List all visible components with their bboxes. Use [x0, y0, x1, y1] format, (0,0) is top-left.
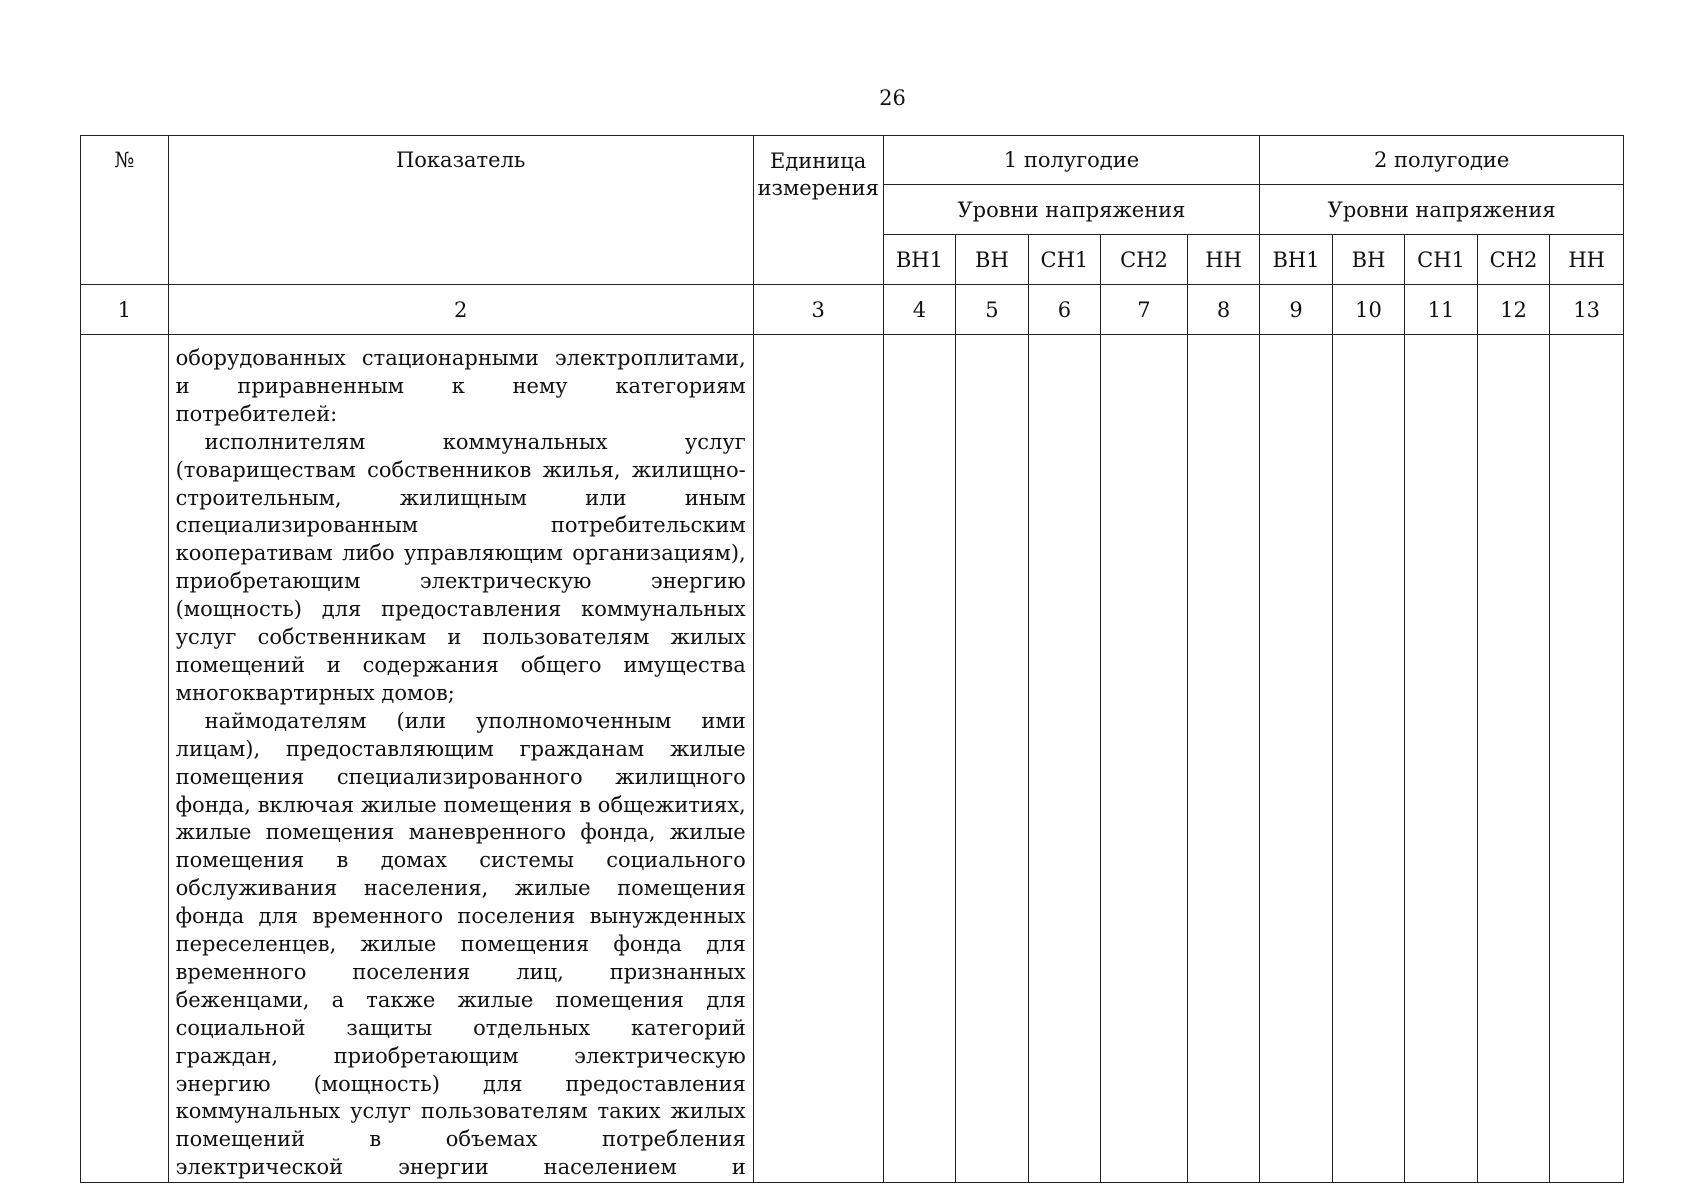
- column-number: 4: [883, 285, 956, 335]
- indicator-paragraph: наймодателям (или уполномоченным ими лицам), предоставляющим гражданам жилые помещения специализированного жилищного фонда, включая жилые помещения в общежитиях, жилые помещения маневренного фонда, жилые помещения в домах системы социального обслуживания населения, жилые помещения фонда для временного поселения вынужденных переселенцев, жилые помещения фонда для временного поселения лиц, признанных беженцами, а также жилые помещения для социальной защиты отдельных категорий граждан, приобретающим электрическую энергию (мощность) для предоставления коммунальных услуг пользователям таких жилых помещений в объемах потребления электрической энергии населением и: [175, 708, 746, 1180]
- column-number: 7: [1101, 285, 1188, 335]
- column-number: 6: [1028, 285, 1101, 335]
- header-level-nn-h1: НН: [1187, 235, 1260, 285]
- header-half-1: 1 полугодие: [883, 136, 1260, 185]
- header-level-vn1-h2: ВН1: [1260, 235, 1333, 285]
- indicator-paragraph: исполнителям коммунальных услуг (товариществам собственников жилья, жилищно-строительным, жилищным или иным специализированным потребительским кооперативам либо управляющим организациям), приобретающим электрическую энергию (мощность) для предоставления коммунальных услуг собственникам и пользователям жилых помещений и содержания общего имущества многоквартирных домов;: [175, 429, 746, 705]
- page-number: 26: [879, 86, 906, 110]
- indicator-cell: [168, 335, 753, 1183]
- header-number: №: [81, 136, 169, 285]
- column-number: 2: [168, 285, 753, 335]
- header-level-sn2-h1: СН2: [1101, 235, 1188, 285]
- value-cell: [1101, 335, 1188, 1183]
- table-row: [81, 335, 1624, 1183]
- row-number-cell: [81, 335, 169, 1183]
- column-number: 9: [1260, 285, 1333, 335]
- header-unit: Единица измерения: [753, 136, 883, 285]
- header-voltage-levels-2: Уровни напряжения: [1260, 185, 1624, 235]
- header-half-2: 2 полугодие: [1260, 136, 1624, 185]
- header-level-sn2-h2: СН2: [1477, 235, 1550, 285]
- header-level-sn1-h1: СН1: [1028, 235, 1101, 285]
- value-cell: [1187, 335, 1260, 1183]
- header-level-vn-h1: ВН: [956, 235, 1029, 285]
- column-number-row: [81, 285, 1624, 335]
- value-cell: [1028, 335, 1101, 1183]
- header-indicator: Показатель: [168, 136, 753, 285]
- header-level-vn1-h1: ВН1: [883, 235, 956, 285]
- indicator-text: [169, 335, 753, 1182]
- indicator-paragraph: оборудованных стационарными электроплитами, и приравненным к нему категориям потребителей:: [175, 346, 746, 426]
- column-number: 12: [1477, 285, 1550, 335]
- value-cell: [1260, 335, 1333, 1183]
- header-level-vn-h2: ВН: [1332, 235, 1405, 285]
- column-number: 13: [1550, 285, 1624, 335]
- header-voltage-levels-1: Уровни напряжения: [883, 185, 1260, 235]
- value-cell: [883, 335, 956, 1183]
- column-number: 1: [81, 285, 169, 335]
- column-number: 3: [753, 285, 883, 335]
- tariff-table: [80, 135, 1624, 1183]
- column-number: 11: [1405, 285, 1478, 335]
- value-cell: [1477, 335, 1550, 1183]
- value-cell: [956, 335, 1029, 1183]
- value-cell: [1550, 335, 1624, 1183]
- value-cell: [1405, 335, 1478, 1183]
- header-level-nn-h2: НН: [1550, 235, 1624, 285]
- column-number: 8: [1187, 285, 1260, 335]
- header-level-sn1-h2: СН1: [1405, 235, 1478, 285]
- column-number: 5: [956, 285, 1029, 335]
- column-number: 10: [1332, 285, 1405, 335]
- unit-cell: [753, 335, 883, 1183]
- value-cell: [1332, 335, 1405, 1183]
